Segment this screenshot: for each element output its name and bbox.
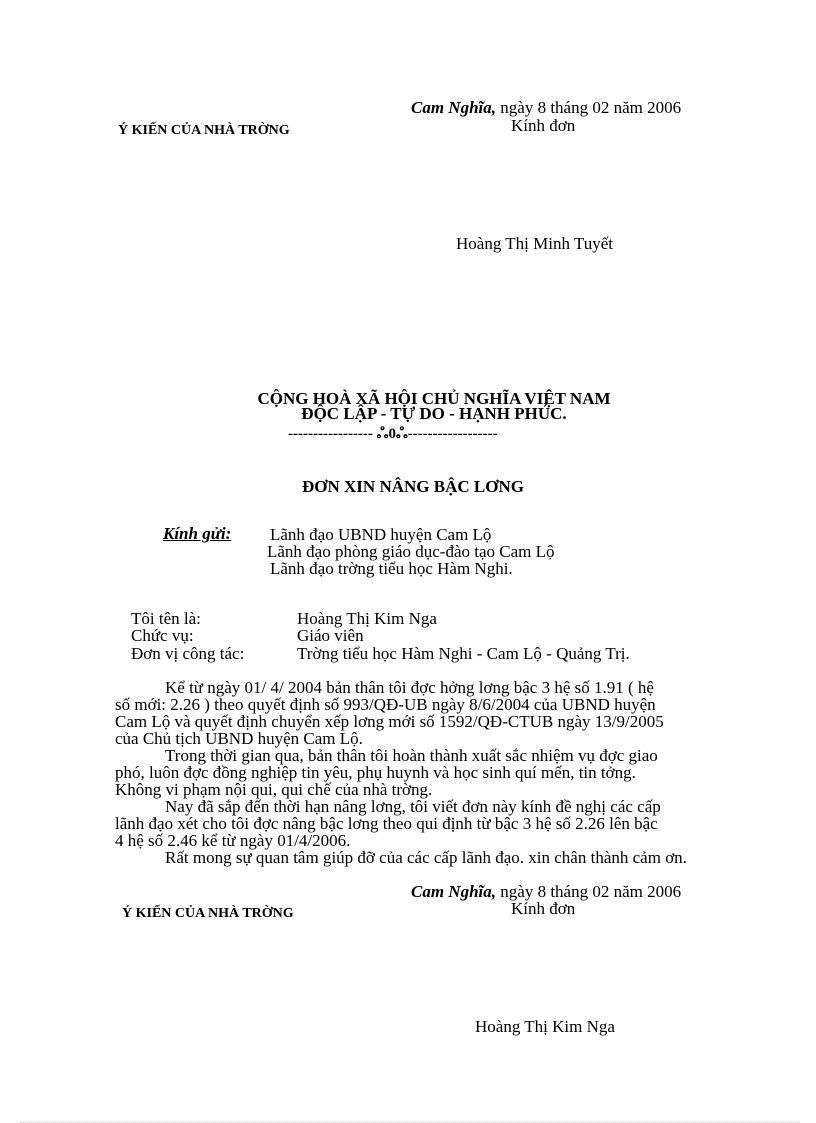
body-p3-line: Nay đã sắp đến thời hạn nâng lơng, tôi viết đơn này kính đề nghị các cấp (165, 797, 661, 816)
name-value: Hoàng Thị Kim Nga (297, 609, 437, 628)
recipients-label: Kính gửi: (163, 524, 232, 543)
body-p2-line: Không vi phạm nội qui, qui chế của nhà trờng. (115, 780, 433, 799)
divider-left: ----------------- (288, 426, 373, 442)
bottom-date: ngày 8 tháng 02 năm 2006 (500, 882, 682, 901)
top-respectfully: Kính đơn (511, 116, 576, 135)
body-p1-line: của Chủ tịch UBND huyện Cam Lộ. (115, 729, 363, 748)
top-date-line (411, 99, 681, 116)
bottom-respectfully: Kính đơn (511, 899, 576, 918)
bottom-school-opinion: Ý KIẾN CỦA NHÀ TRỜNG (122, 906, 294, 921)
name-label: Tôi tên là: (131, 609, 201, 628)
body-p2-line: Trong thời gian qua, bản thân tôi hoàn thành xuất sắc nhiệm vụ đợc giao (165, 746, 658, 765)
bottom-place: Cam Nghĩa, (411, 882, 497, 901)
top-signer: Hoàng Thị Minh Tuyết (456, 234, 613, 253)
top-place: Cam Nghĩa, (411, 98, 497, 117)
body-p3-line: 4 hệ số 2.46 kể từ ngày 01/4/2006. (115, 831, 351, 850)
document-title: ĐƠN XIN NÂNG BẬC LƠNG (302, 477, 524, 496)
body-p1-line: Cam Lộ và quyết định chuyển xếp lơng mới số 1592/QĐ-CTUB ngày 13/9/2005 (115, 712, 664, 731)
ornament-right-icon: ஃ (395, 426, 408, 442)
header-divider (288, 426, 498, 443)
bottom-signer: Hoàng Thị Kim Nga (475, 1017, 615, 1036)
recipient-line: Lãnh đạo trờng tiểu học Hàm Nghi. (270, 559, 513, 578)
recipient-line: Lãnh đạo UBND huyện Cam Lộ (270, 525, 492, 544)
divider-mid: 0 (388, 426, 396, 442)
position-value: Giáo viên (297, 626, 364, 645)
unit-label: Đơn vị công tác: (131, 644, 245, 663)
unit-value: Trờng tiểu học Hàm Nghi - Cam Lộ - Quảng Trị. (297, 644, 630, 663)
body-p3-line: lãnh đạo xét cho tôi đợc nâng bậc lơng theo qui định từ bậc 3 hệ số 2.26 lên bậc (115, 814, 658, 833)
body-p1-line: số mới: 2.26 ) theo quyết định số 993/QĐ-UB ngày 8/6/2004 của UBND huyện (115, 695, 656, 714)
recipient-line: Lãnh đạo phòng giáo dục-đào tạo Cam Lộ (267, 542, 555, 561)
body-p4-line: Rất mong sự quan tâm giúp đỡ của các cấp lãnh đạo. xin chân thành cảm ơn. (165, 848, 687, 867)
body-p2-line: phó, luôn đợc đồng nghiệp tin yêu, phụ huynh và học sinh quí mến, tin tởng. (115, 763, 636, 782)
motto: ĐỘC LẬP - TỰ DO - HẠNH PHÚC. (301, 404, 567, 423)
ornament-left-icon: ஃ (376, 426, 389, 442)
top-date: ngày 8 tháng 02 năm 2006 (500, 98, 682, 117)
top-school-opinion: Ý KIẾN CỦA NHÀ TRỜNG (118, 123, 290, 138)
bottom-date-line (411, 883, 681, 900)
divider-right: ------------------ (407, 426, 498, 442)
country-name: CỘNG HOÀ XÃ HỘI CHỦ NGHĨA VIỆT NAM (257, 389, 611, 408)
position-label: Chức vụ: (131, 626, 194, 645)
body-p1-line: Kể từ ngày 01/ 4/ 2004 bản thân tôi đợc hởng lơng bậc 3 hệ số 1.91 ( hệ (165, 678, 654, 697)
